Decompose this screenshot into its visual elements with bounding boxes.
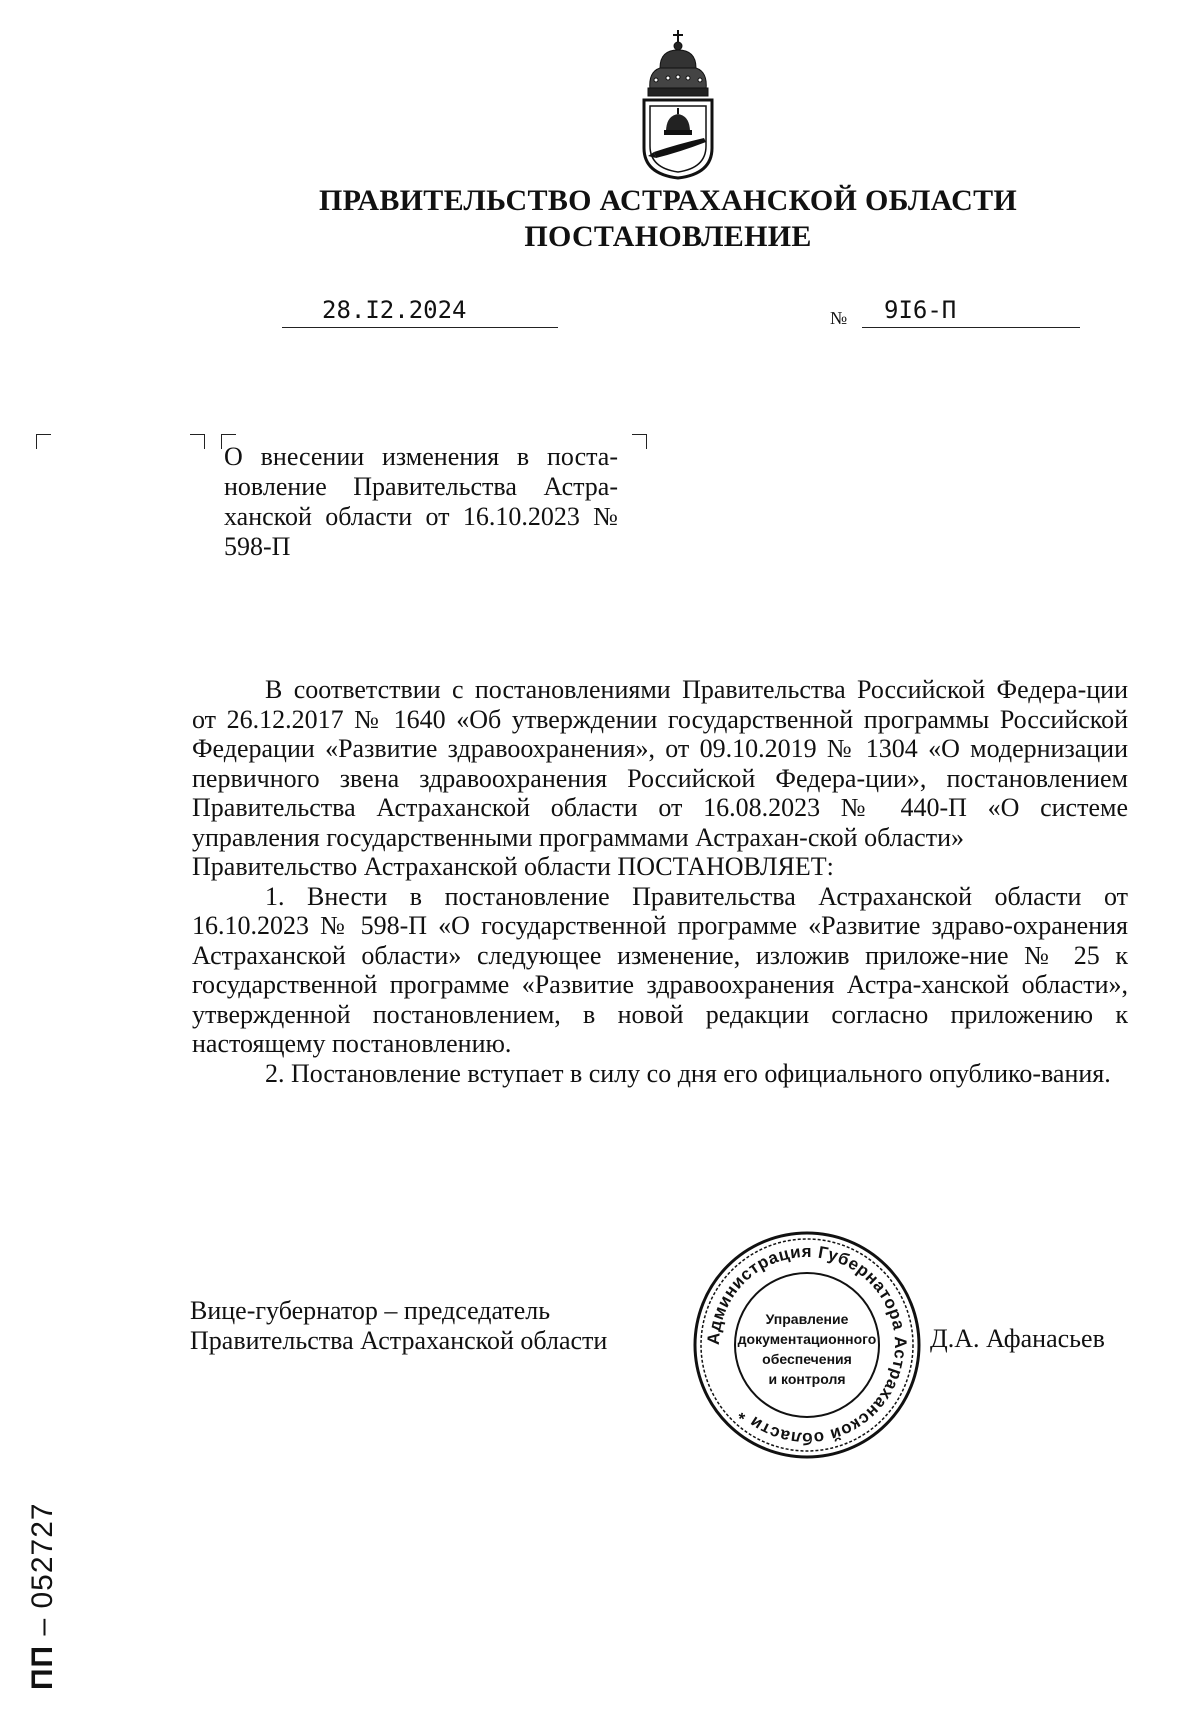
stamp-ring-text: Администрация Губернатора Астраханской области * bbox=[703, 1241, 911, 1449]
official-stamp bbox=[690, 1228, 924, 1462]
document-body bbox=[192, 675, 1128, 1088]
crown-icon bbox=[648, 30, 708, 96]
subject-corner-mark bbox=[632, 434, 647, 449]
stamp-center-line-3: обеспечения bbox=[762, 1351, 852, 1367]
stamp-center-line-4: и контроля bbox=[768, 1371, 846, 1387]
document-number: 9I6-П bbox=[884, 296, 957, 324]
serial-number: – 052727 bbox=[26, 1502, 59, 1645]
government-title: ПРАВИТЕЛЬСТВО АСТРАХАНСКОЙ ОБЛАСТИ bbox=[318, 184, 1018, 217]
body-paragraph-item-2: 2. Постановление вступает в силу со дня его официального опублико-вания. bbox=[265, 1058, 1111, 1088]
form-serial-number bbox=[26, 1502, 60, 1690]
signer-role bbox=[190, 1296, 607, 1356]
stamp-center-line-1: Управление bbox=[765, 1311, 849, 1327]
stamp-center-line-2: документационного bbox=[737, 1331, 877, 1347]
document-date: 28.I2.2024 bbox=[322, 296, 467, 324]
body-paragraph-resolves: Правительство Астраханской области ПОСТАНОВЛЯЕТ: bbox=[192, 852, 834, 881]
signer-role-line-2: Правительства Астраханской области bbox=[190, 1326, 608, 1355]
document-type-title: ПОСТАНОВЛЕНИЕ bbox=[524, 220, 812, 253]
signer-role-line-1: Вице-губернатор – председатель bbox=[190, 1296, 551, 1325]
serial-prefix: ПП bbox=[26, 1644, 59, 1690]
document-subject: О внесении изменения в поста-новление Правительства Астра-ханской области от 16.10.2023 № 598-П bbox=[224, 442, 618, 561]
shield-icon bbox=[644, 100, 712, 178]
coat-of-arms-emblem bbox=[630, 28, 726, 180]
margin-corner-mark bbox=[36, 434, 51, 449]
body-paragraph-basis: В соответствии с постановлениями Правительства Российской Федера-ции от 26.12.2017 № 1640 «Об утверждении государственной программы Российской Федерации «Развитие здравоохранения», от 09.10.2019 № 1304 «О модернизации первичного звена здравоохранения Российской Федера-ции», постановлением Правительства Астраханской области от 16.08.2023 № 440-П «О системе управления государственными программами Астрахан-ской области» bbox=[192, 675, 1128, 852]
body-paragraph-item-1: 1. Внести в постановление Правительства Астраханской области от 16.10.2023 № 598-П «О государственной программе «Развитие здраво-охранения Астраханской области» следующее изменение, изложив приложе-ние № 25 к государственной программе «Развитие здравоохранения Астра-ханской области», утвержденной постановлением, в новой редакции согласно приложению к настоящему постановлению. bbox=[192, 881, 1128, 1058]
number-sign: № bbox=[830, 308, 848, 328]
signer-name: Д.А. Афанасьев bbox=[930, 1324, 1105, 1353]
subject-corner-mark bbox=[190, 434, 205, 449]
